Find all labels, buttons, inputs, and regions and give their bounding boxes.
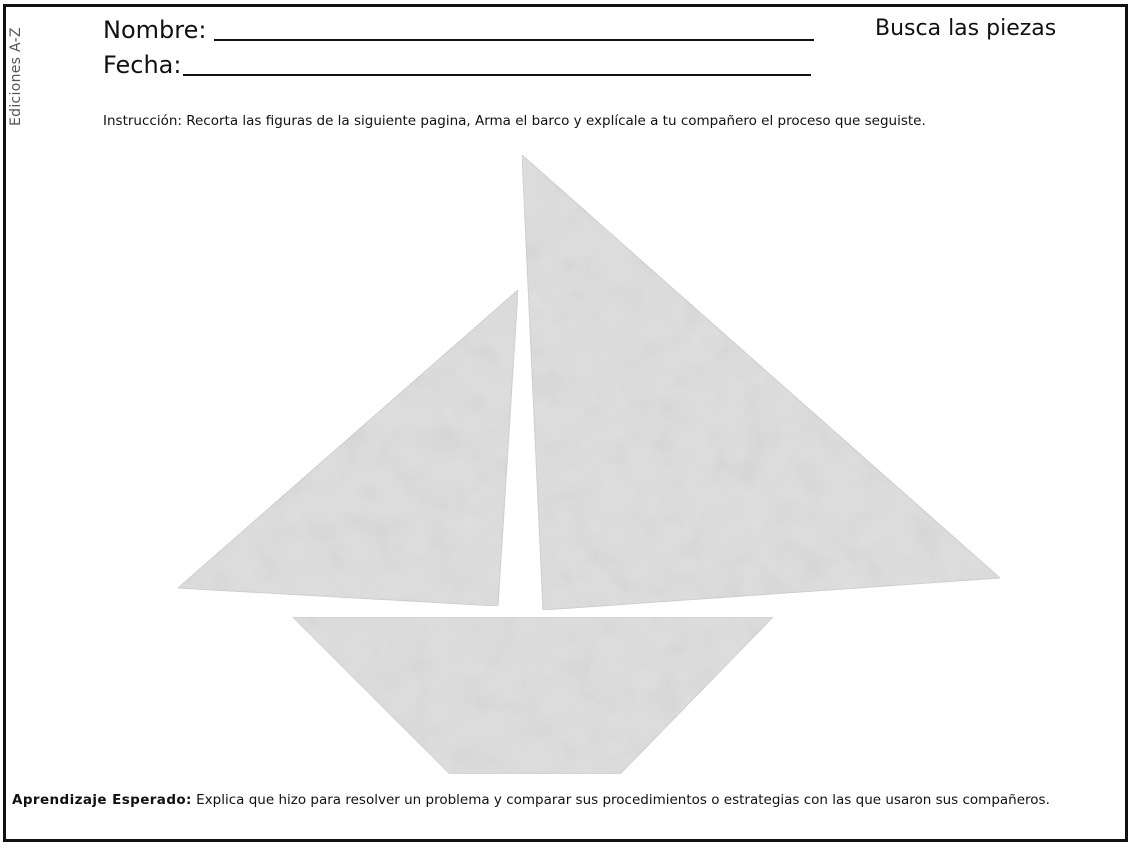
expected-learning-label: Aprendizaje Esperado:	[12, 792, 192, 808]
instruction-text: Instrucción: Recorta las figuras de la siguiente pagina, Arma el barco y explícale a tu compañero el proceso que seguiste.	[103, 113, 926, 129]
publisher-side-label: Ediciones A-Z	[8, 27, 24, 126]
name-label: Nombre:	[103, 16, 207, 44]
expected-learning	[12, 789, 1112, 812]
expected-learning-text: Explica que hizo para resolver un problema y comparar sus procedimientos o estrategias con las que usaron sus compañeros.	[196, 792, 1050, 808]
date-blank-line	[183, 74, 811, 76]
worksheet-page	[3, 4, 1128, 842]
name-row	[103, 16, 814, 44]
date-label: Fecha:	[103, 51, 182, 79]
worksheet-title: Busca las piezas	[875, 16, 1057, 41]
date-row	[103, 51, 811, 79]
name-blank-line	[214, 39, 814, 41]
